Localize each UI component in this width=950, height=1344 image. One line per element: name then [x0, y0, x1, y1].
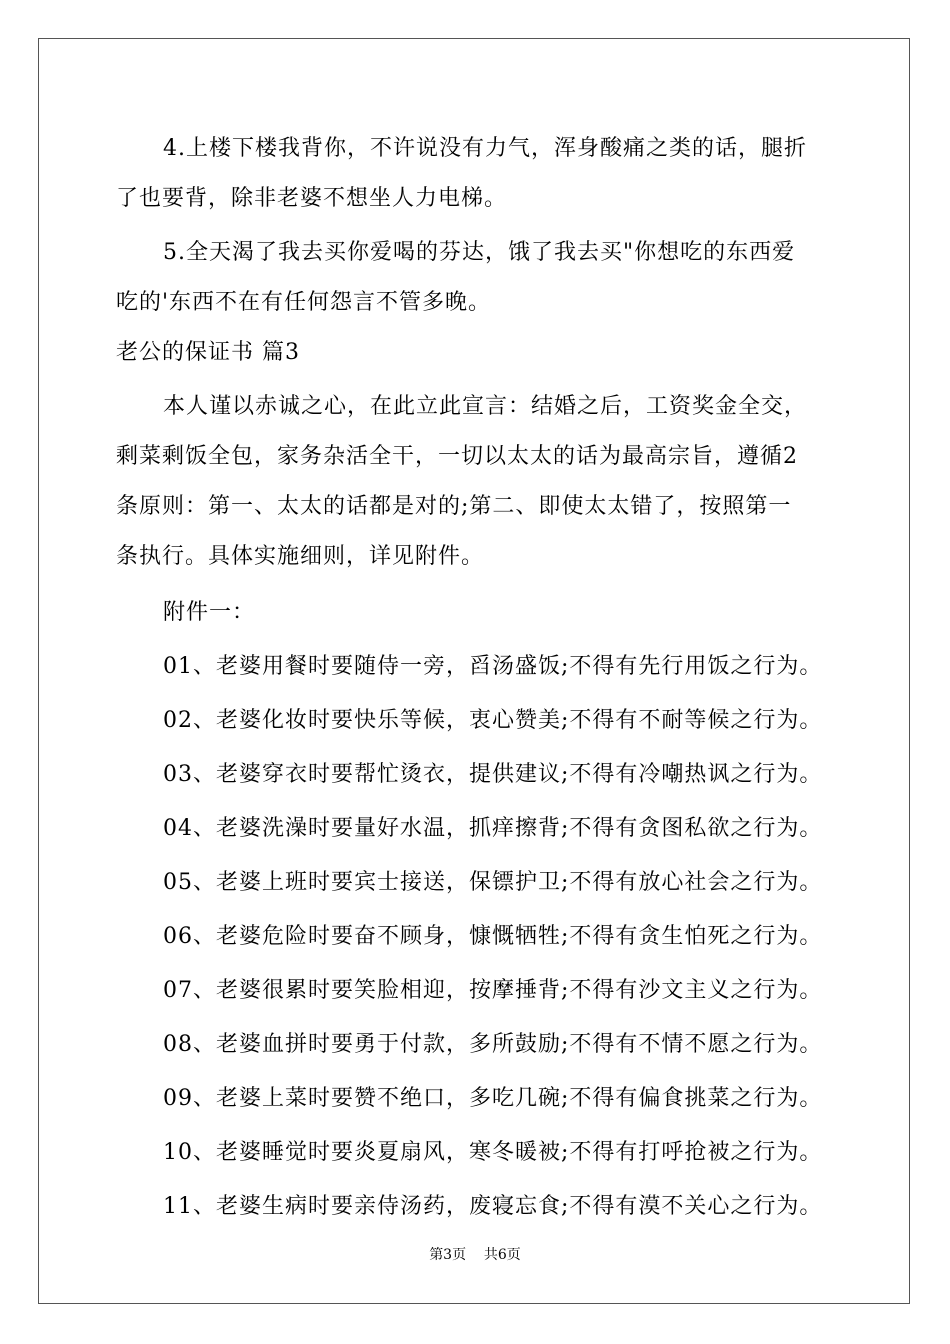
rule-item: 07、老婆很累时要笑脸相迎，按摩捶背;不得有沙文主义之行为。	[163, 978, 823, 1003]
rule-item: 06、老婆危险时要奋不顾身，慷慨牺牲;不得有贪生怕死之行为。	[163, 924, 823, 949]
page-number-footer: 第3页 共6页	[429, 1247, 521, 1263]
intro-line-1: 本人谨以赤诚之心，在此立此宣言：结婚之后，工资奖金全交，	[163, 394, 808, 419]
rule-item: 04、老婆洗澡时要量好水温，抓痒擦背;不得有贪图私欲之行为。	[163, 816, 823, 841]
rule-item: 08、老婆血拼时要勇于付款，多所鼓励;不得有不情不愿之行为。	[163, 1032, 823, 1057]
paragraph-4-line-1: 4.上楼下楼我背你，不许说没有力气，浑身酸痛之类的话，腿折	[163, 136, 807, 161]
attachment-title: 附件一：	[163, 600, 256, 625]
section-heading: 老公的保证书 篇3	[116, 340, 300, 365]
rule-item: 09、老婆上菜时要赞不绝口，多吃几碗;不得有偏食挑菜之行为。	[163, 1086, 823, 1111]
rule-item: 01、老婆用餐时要随侍一旁，舀汤盛饭;不得有先行用饭之行为。	[163, 654, 823, 679]
paragraph-4-line-2: 了也要背，除非老婆不想坐人力电梯。	[116, 186, 508, 211]
rule-item: 05、老婆上班时要宾士接送，保镖护卫;不得有放心社会之行为。	[163, 870, 823, 895]
rule-item: 02、老婆化妆时要快乐等候，衷心赞美;不得有不耐等候之行为。	[163, 708, 823, 733]
rule-item: 10、老婆睡觉时要炎夏扇风，寒冬暖被;不得有打呼抢被之行为。	[163, 1140, 823, 1165]
intro-line-4: 条执行。具体实施细则，详见附件。	[116, 544, 485, 569]
document-body	[116, 124, 836, 1232]
paragraph-5-line-2: 吃的'东西不在有任何怨言不管多晚。	[116, 290, 492, 315]
intro-line-2: 剩菜剩饭全包，家务杂活全干，一切以太太的话为最高宗旨，遵循2	[116, 444, 798, 469]
intro-line-3: 条原则：第一、太太的话都是对的;第二、即使太太错了，按照第一	[116, 494, 792, 519]
rule-item: 03、老婆穿衣时要帮忙烫衣，提供建议;不得有冷嘲热讽之行为。	[163, 762, 823, 787]
rule-item: 11、老婆生病时要亲侍汤药，废寝忘食;不得有漠不关心之行为。	[163, 1194, 823, 1219]
paragraph-5-line-1: 5.全天渴了我去买你爱喝的芬达，饿了我去买"你想吃的东西爱	[163, 240, 796, 265]
